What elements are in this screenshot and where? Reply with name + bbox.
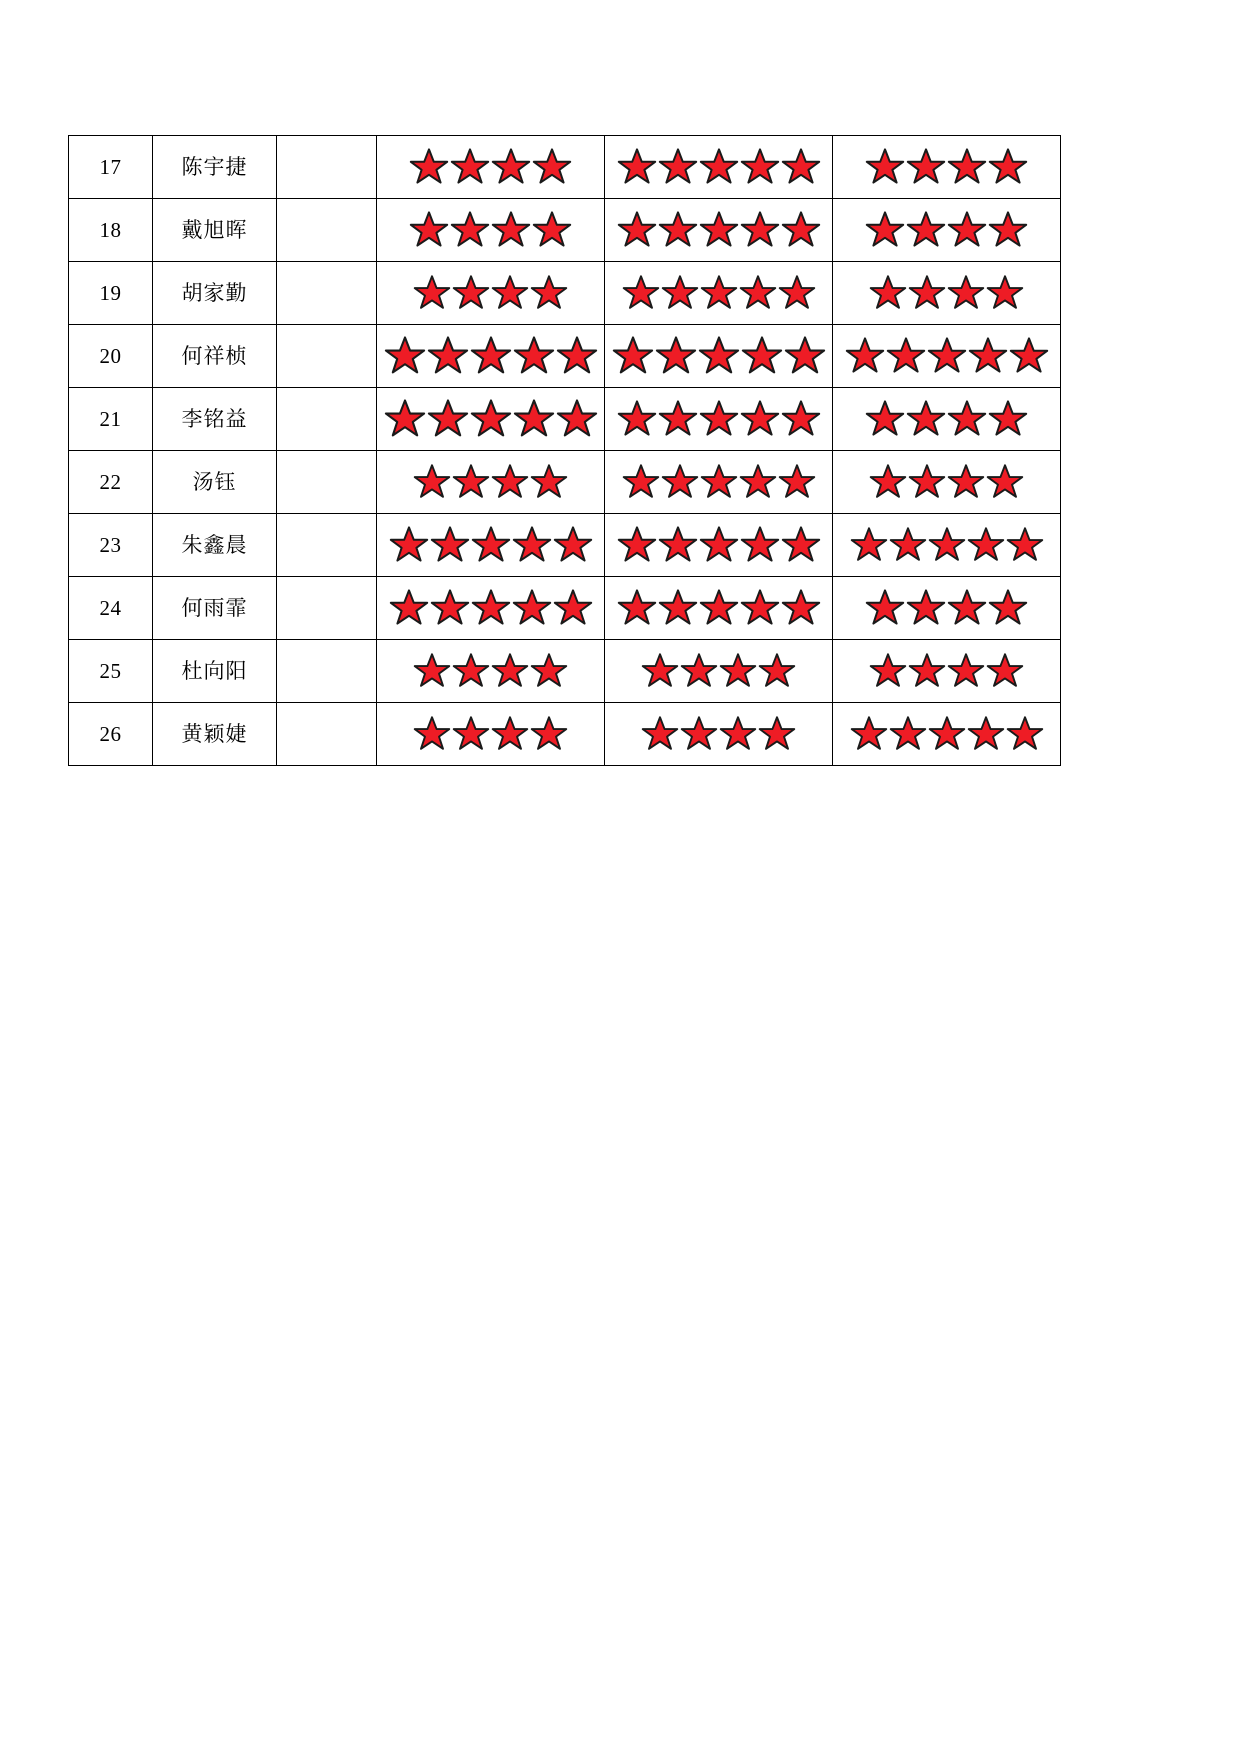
- star-icon: [1006, 715, 1044, 753]
- blank-cell: [277, 136, 377, 199]
- rating-cell-1: [377, 703, 605, 766]
- table-body: [69, 136, 1061, 766]
- star-icon: [430, 588, 470, 628]
- star-icon: [680, 715, 718, 753]
- star-icon: [988, 210, 1028, 250]
- rating-cell-1: [377, 262, 605, 325]
- star-icon: [699, 399, 739, 439]
- star-icon: [947, 399, 987, 439]
- row-index-cell: 18: [69, 199, 153, 262]
- star-rating-group: [377, 199, 604, 261]
- star-icon: [612, 335, 654, 377]
- star-icon: [699, 525, 739, 565]
- student-name-cell: 陈宇捷: [153, 136, 277, 199]
- star-icon: [1006, 526, 1044, 564]
- row-index-cell: 21: [69, 388, 153, 451]
- table-row: [69, 388, 1061, 451]
- star-icon: [452, 463, 490, 501]
- star-icon: [889, 715, 927, 753]
- student-name-cell: 李铭益: [153, 388, 277, 451]
- star-icon: [384, 335, 426, 377]
- star-icon: [658, 588, 698, 628]
- rating-cell-3: [833, 703, 1061, 766]
- star-icon: [699, 588, 739, 628]
- rating-cell-2: [605, 325, 833, 388]
- star-icon: [781, 147, 821, 187]
- star-icon: [1009, 336, 1049, 376]
- blank-cell: [277, 262, 377, 325]
- star-rating-group: [833, 451, 1060, 513]
- table-row: [69, 577, 1061, 640]
- rating-cell-3: [833, 640, 1061, 703]
- star-icon: [988, 147, 1028, 187]
- star-icon: [778, 463, 816, 501]
- star-rating-group: [833, 703, 1060, 765]
- student-name-cell: 胡家勤: [153, 262, 277, 325]
- star-icon: [471, 588, 511, 628]
- star-icon: [988, 588, 1028, 628]
- star-icon: [850, 526, 888, 564]
- star-icon: [553, 525, 593, 565]
- star-icon: [413, 715, 451, 753]
- star-icon: [413, 463, 451, 501]
- rating-cell-3: [833, 199, 1061, 262]
- star-icon: [906, 210, 946, 250]
- star-icon: [450, 210, 490, 250]
- star-icon: [430, 525, 470, 565]
- star-icon: [739, 463, 777, 501]
- star-icon: [658, 210, 698, 250]
- star-icon: [740, 399, 780, 439]
- star-icon: [491, 652, 529, 690]
- blank-cell: [277, 703, 377, 766]
- star-rating-group: [605, 577, 832, 639]
- star-icon: [471, 525, 511, 565]
- rating-cell-2: [605, 640, 833, 703]
- star-icon: [947, 147, 987, 187]
- star-icon: [845, 336, 885, 376]
- star-icon: [491, 210, 531, 250]
- rating-cell-2: [605, 388, 833, 451]
- star-icon: [865, 399, 905, 439]
- row-index-cell: 26: [69, 703, 153, 766]
- star-icon: [512, 525, 552, 565]
- star-icon: [886, 336, 926, 376]
- star-icon: [986, 463, 1024, 501]
- star-rating-group: [377, 703, 604, 765]
- student-name-cell: 朱鑫晨: [153, 514, 277, 577]
- rating-cell-2: [605, 451, 833, 514]
- star-icon: [617, 210, 657, 250]
- star-icon: [700, 274, 738, 312]
- star-icon: [655, 335, 697, 377]
- star-icon: [869, 274, 907, 312]
- row-index-cell: 17: [69, 136, 153, 199]
- star-icon: [758, 715, 796, 753]
- star-icon: [641, 715, 679, 753]
- star-rating-group: [605, 640, 832, 702]
- star-rating-group: [377, 514, 604, 576]
- star-icon: [740, 525, 780, 565]
- table-row: [69, 199, 1061, 262]
- star-icon: [739, 274, 777, 312]
- star-rating-group: [833, 136, 1060, 198]
- star-icon: [530, 715, 568, 753]
- star-icon: [413, 652, 451, 690]
- star-icon: [781, 399, 821, 439]
- star-rating-group: [377, 262, 604, 324]
- star-icon: [947, 652, 985, 690]
- star-icon: [947, 210, 987, 250]
- rating-cell-1: [377, 640, 605, 703]
- star-icon: [927, 336, 967, 376]
- rating-cell-1: [377, 388, 605, 451]
- star-icon: [452, 715, 490, 753]
- star-icon: [617, 525, 657, 565]
- star-icon: [658, 399, 698, 439]
- star-icon: [758, 652, 796, 690]
- star-icon: [384, 398, 426, 440]
- star-icon: [865, 210, 905, 250]
- table-row: [69, 325, 1061, 388]
- star-icon: [512, 588, 552, 628]
- star-icon: [622, 463, 660, 501]
- rating-cell-3: [833, 451, 1061, 514]
- row-index-cell: 23: [69, 514, 153, 577]
- star-rating-group: [605, 703, 832, 765]
- star-icon: [889, 526, 927, 564]
- star-rating-group: [377, 388, 604, 450]
- star-icon: [450, 147, 490, 187]
- row-index-cell: 22: [69, 451, 153, 514]
- star-icon: [869, 463, 907, 501]
- blank-cell: [277, 640, 377, 703]
- star-icon: [908, 463, 946, 501]
- star-icon: [906, 147, 946, 187]
- star-icon: [491, 147, 531, 187]
- rating-cell-2: [605, 262, 833, 325]
- star-rating-group: [833, 199, 1060, 261]
- star-icon: [470, 398, 512, 440]
- star-icon: [452, 652, 490, 690]
- star-icon: [781, 588, 821, 628]
- blank-cell: [277, 514, 377, 577]
- star-icon: [699, 147, 739, 187]
- student-name-cell: 何祥桢: [153, 325, 277, 388]
- star-rating-group: [605, 451, 832, 513]
- star-icon: [389, 525, 429, 565]
- student-name-cell: 杜向阳: [153, 640, 277, 703]
- star-rating-group: [605, 514, 832, 576]
- star-rating-group: [377, 325, 604, 387]
- star-icon: [530, 274, 568, 312]
- blank-cell: [277, 199, 377, 262]
- star-icon: [947, 588, 987, 628]
- rating-cell-3: [833, 136, 1061, 199]
- star-icon: [530, 463, 568, 501]
- rating-cell-2: [605, 577, 833, 640]
- star-icon: [908, 652, 946, 690]
- star-icon: [553, 588, 593, 628]
- table-row: [69, 136, 1061, 199]
- star-rating-group: [377, 640, 604, 702]
- star-icon: [967, 526, 1005, 564]
- star-icon: [658, 525, 698, 565]
- star-icon: [699, 210, 739, 250]
- star-icon: [513, 398, 555, 440]
- star-rating-group: [377, 136, 604, 198]
- star-icon: [850, 715, 888, 753]
- star-rating-group: [833, 262, 1060, 324]
- star-icon: [740, 147, 780, 187]
- star-icon: [986, 652, 1024, 690]
- star-icon: [865, 588, 905, 628]
- rating-cell-1: [377, 514, 605, 577]
- star-icon: [389, 588, 429, 628]
- star-rating-group: [605, 199, 832, 261]
- student-name-cell: 何雨霏: [153, 577, 277, 640]
- star-rating-group: [833, 640, 1060, 702]
- star-icon: [491, 463, 529, 501]
- row-index-cell: 25: [69, 640, 153, 703]
- star-icon: [556, 335, 598, 377]
- star-icon: [698, 335, 740, 377]
- star-icon: [409, 210, 449, 250]
- star-rating-group: [377, 451, 604, 513]
- star-icon: [427, 335, 469, 377]
- table-row: [69, 451, 1061, 514]
- star-icon: [740, 210, 780, 250]
- star-icon: [513, 335, 555, 377]
- star-icon: [470, 335, 512, 377]
- rating-cell-1: [377, 199, 605, 262]
- star-icon: [641, 652, 679, 690]
- star-rating-group: [833, 388, 1060, 450]
- star-icon: [947, 463, 985, 501]
- row-index-cell: 24: [69, 577, 153, 640]
- star-icon: [865, 147, 905, 187]
- table-row: [69, 703, 1061, 766]
- star-icon: [784, 335, 826, 377]
- star-icon: [661, 463, 699, 501]
- rating-cell-1: [377, 577, 605, 640]
- rating-cell-1: [377, 136, 605, 199]
- star-icon: [908, 274, 946, 312]
- star-icon: [658, 147, 698, 187]
- blank-cell: [277, 577, 377, 640]
- blank-cell: [277, 451, 377, 514]
- rating-cell-3: [833, 388, 1061, 451]
- star-icon: [719, 652, 757, 690]
- star-icon: [988, 399, 1028, 439]
- star-icon: [778, 274, 816, 312]
- star-icon: [532, 147, 572, 187]
- table-row: [69, 262, 1061, 325]
- star-icon: [491, 715, 529, 753]
- star-icon: [719, 715, 757, 753]
- star-rating-group: [605, 262, 832, 324]
- star-icon: [968, 336, 1008, 376]
- rating-cell-3: [833, 325, 1061, 388]
- star-icon: [617, 399, 657, 439]
- star-icon: [661, 274, 699, 312]
- star-rating-group: [377, 577, 604, 639]
- student-name-cell: 黄颖婕: [153, 703, 277, 766]
- star-rating-group: [605, 325, 832, 387]
- student-rating-table: [68, 135, 1061, 766]
- row-index-cell: 19: [69, 262, 153, 325]
- rating-cell-1: [377, 451, 605, 514]
- row-index-cell: 20: [69, 325, 153, 388]
- table-row: [69, 640, 1061, 703]
- star-icon: [869, 652, 907, 690]
- star-icon: [680, 652, 718, 690]
- student-name-cell: 戴旭晖: [153, 199, 277, 262]
- rating-cell-3: [833, 577, 1061, 640]
- rating-cell-1: [377, 325, 605, 388]
- star-rating-group: [833, 577, 1060, 639]
- blank-cell: [277, 388, 377, 451]
- rating-cell-2: [605, 136, 833, 199]
- star-icon: [622, 274, 660, 312]
- star-icon: [781, 210, 821, 250]
- star-icon: [906, 588, 946, 628]
- star-icon: [906, 399, 946, 439]
- star-rating-group: [833, 514, 1060, 576]
- star-icon: [617, 588, 657, 628]
- star-icon: [947, 274, 985, 312]
- student-name-cell: 汤钰: [153, 451, 277, 514]
- star-icon: [986, 274, 1024, 312]
- star-icon: [452, 274, 490, 312]
- star-icon: [427, 398, 469, 440]
- blank-cell: [277, 325, 377, 388]
- rating-cell-3: [833, 514, 1061, 577]
- star-icon: [740, 588, 780, 628]
- rating-cell-2: [605, 703, 833, 766]
- star-icon: [741, 335, 783, 377]
- star-icon: [617, 147, 657, 187]
- table-row: [69, 514, 1061, 577]
- star-rating-group: [605, 136, 832, 198]
- star-icon: [530, 652, 568, 690]
- star-icon: [781, 525, 821, 565]
- star-icon: [967, 715, 1005, 753]
- rating-cell-2: [605, 514, 833, 577]
- star-icon: [556, 398, 598, 440]
- star-icon: [532, 210, 572, 250]
- star-icon: [700, 463, 738, 501]
- star-rating-group: [605, 388, 832, 450]
- star-icon: [928, 715, 966, 753]
- star-icon: [491, 274, 529, 312]
- rating-cell-3: [833, 262, 1061, 325]
- star-icon: [409, 147, 449, 187]
- star-icon: [413, 274, 451, 312]
- star-icon: [928, 526, 966, 564]
- star-rating-group: [833, 325, 1060, 387]
- rating-cell-2: [605, 199, 833, 262]
